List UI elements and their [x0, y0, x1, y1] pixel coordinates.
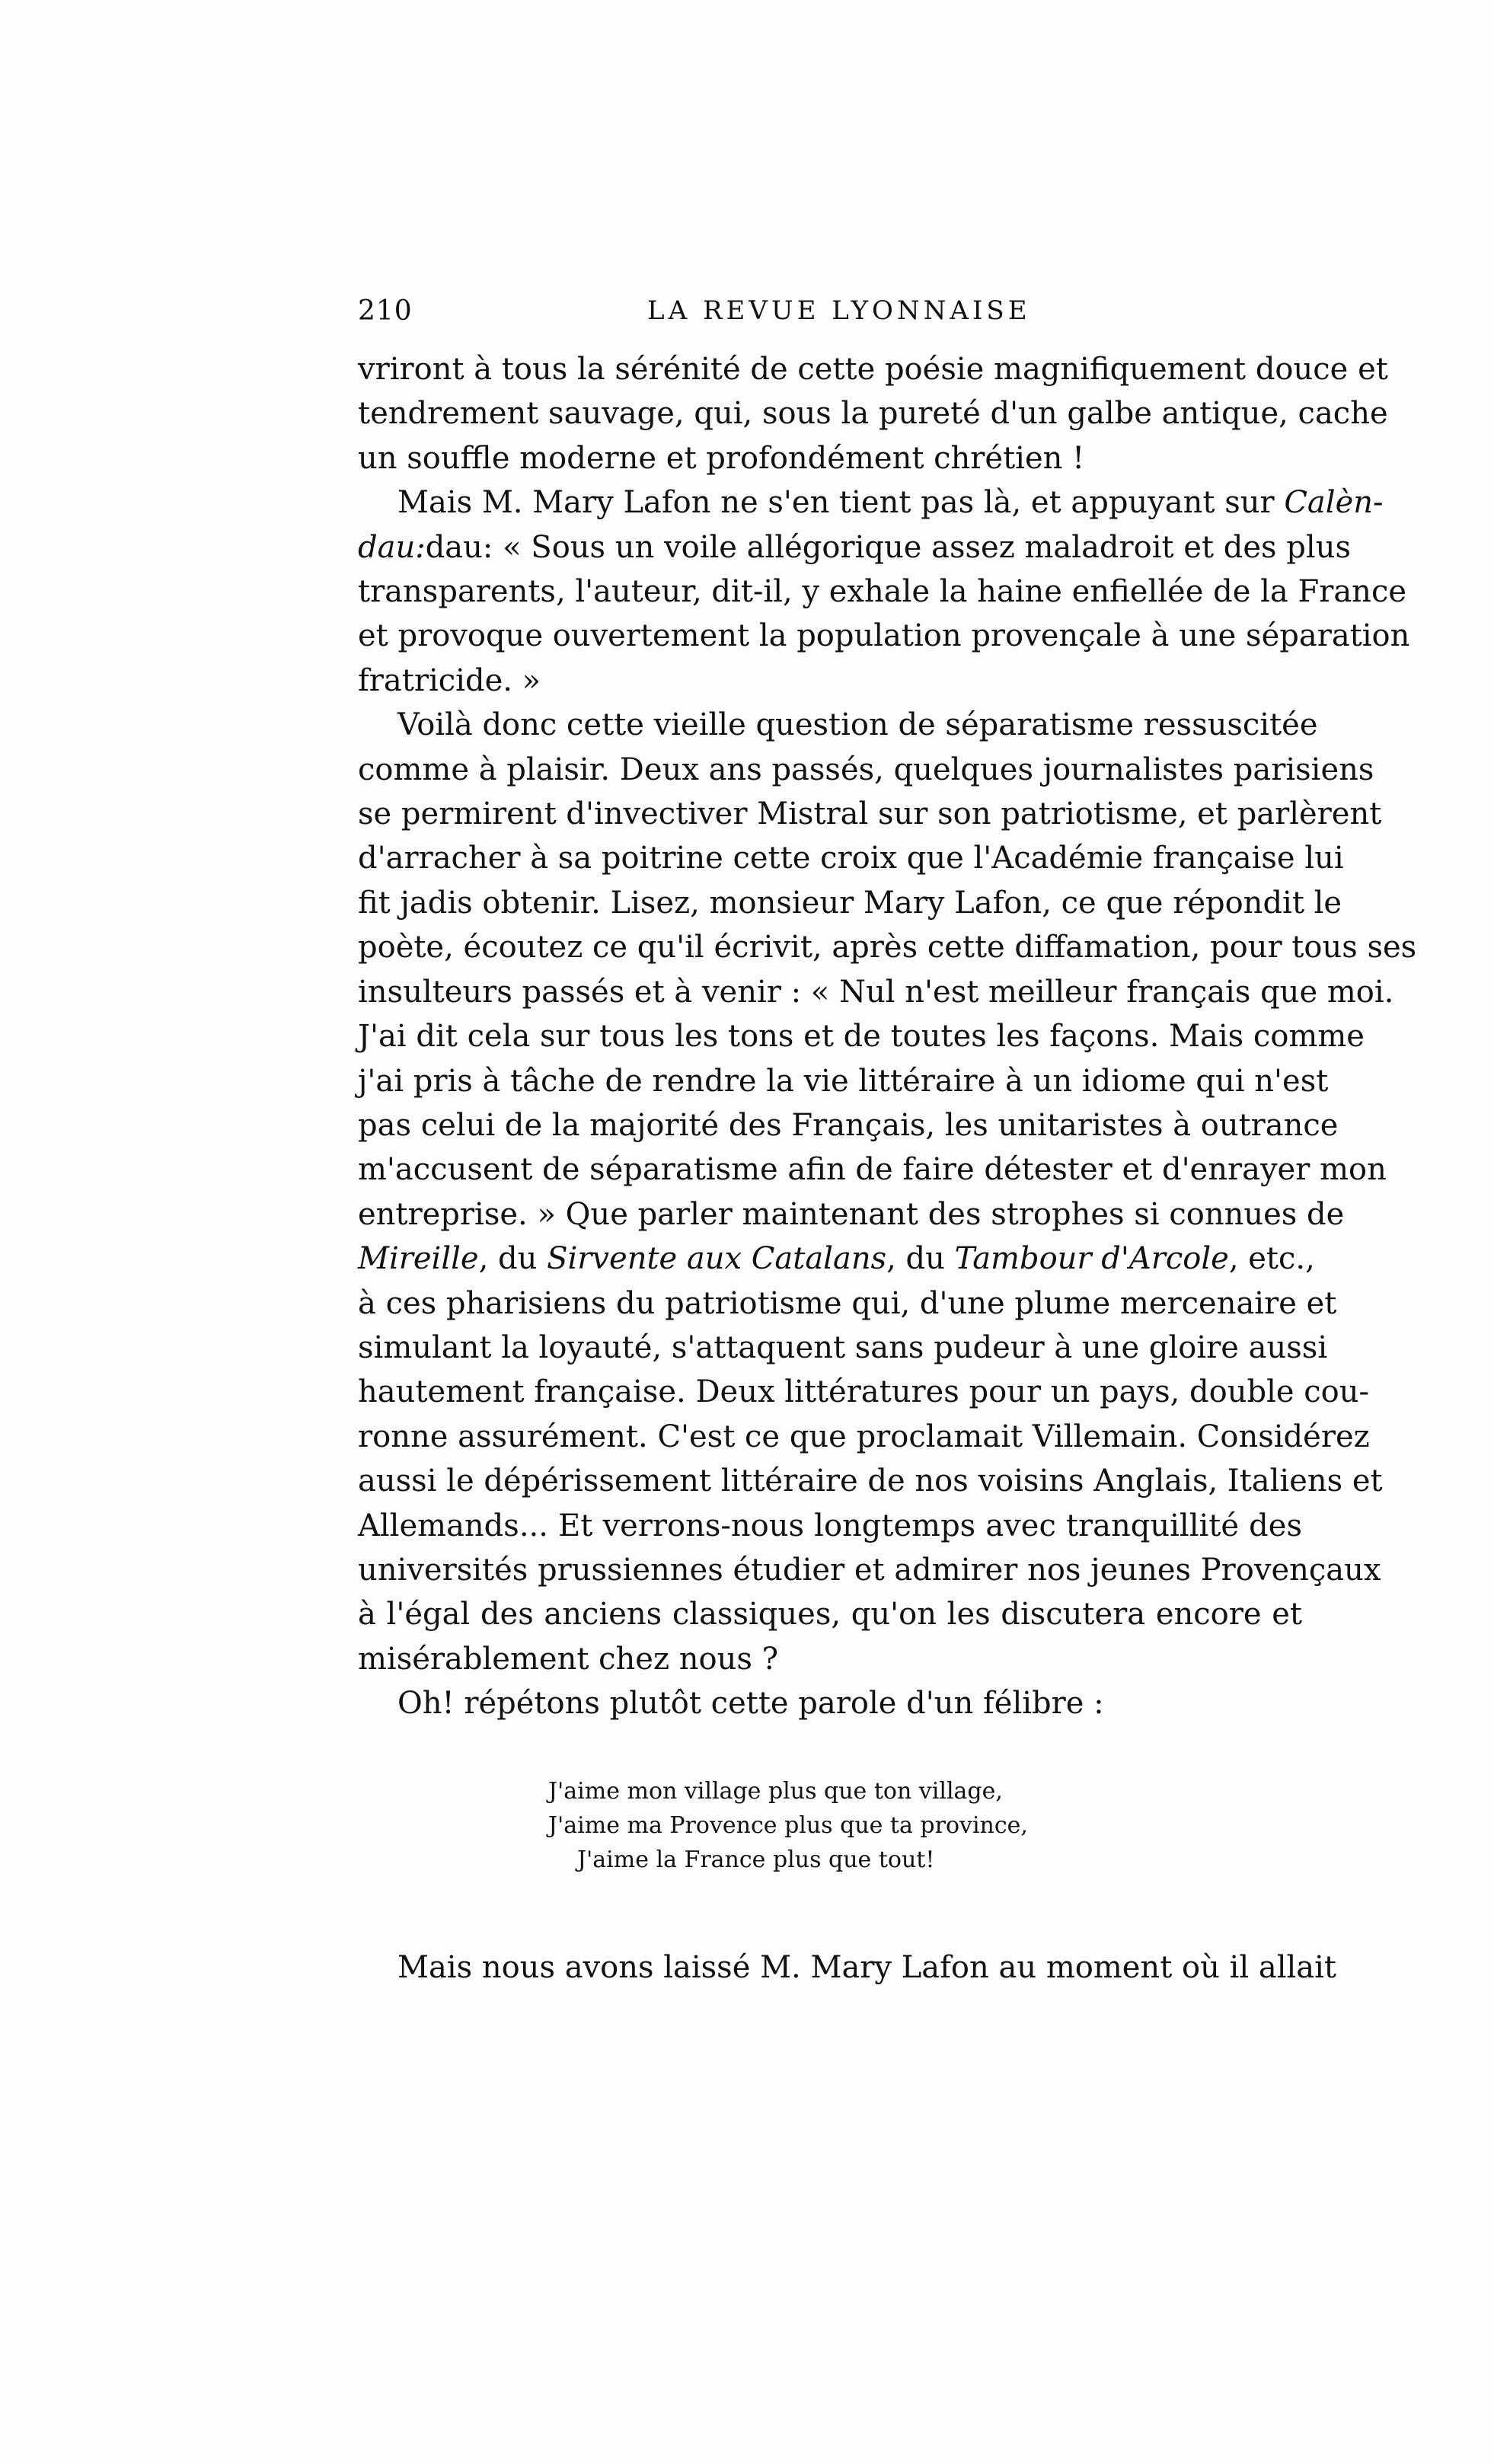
- text-line: à l'égal des anciens classiques, qu'on les discutera encore et: [358, 1597, 1302, 1633]
- text-line: entreprise. » Que parler maintenant des strophes si connues de: [358, 1196, 1345, 1232]
- text-line: poète, écoutez ce qu'il écrivit, après cette diffamation, pour tous ses: [358, 930, 1417, 965]
- italic-title: dau:: [358, 529, 426, 565]
- text-line: et provoque ouvertement la population provençale à une séparation: [358, 618, 1410, 654]
- text-line: ronne assurément. C'est ce que proclamait Villemain. Considérez: [358, 1419, 1370, 1454]
- text-line: j'ai pris à tâche de rendre la vie littéraire à un idiome qui n'est: [358, 1063, 1329, 1099]
- text-line: pas celui de la majorité des Français, les unitaristes à outrance: [358, 1107, 1339, 1143]
- paragraph-4: [358, 1681, 1302, 1725]
- page-number: 210: [358, 295, 413, 327]
- text-line: hautement française. Deux littératures pour un pays, double cou-: [358, 1374, 1370, 1410]
- paragraph-2: [358, 480, 1410, 703]
- text-line: comme à plaisir. Deux ans passés, quelques journalistes parisiens: [358, 752, 1374, 787]
- text-line: simulant la loyauté, s'attaquent sans pudeur à une gloire aussi: [358, 1329, 1328, 1365]
- italic-title: Sirvente aux Catalans: [547, 1241, 887, 1277]
- journal-title: LA REVUE LYONNAISE: [647, 295, 1031, 326]
- verse-line: J'aime la France plus que tout!: [577, 1846, 935, 1873]
- text-line: universités prussiennes étudier et admirer nos jeunes Provençaux: [358, 1552, 1381, 1588]
- verse-line: J'aime mon village plus que ton village,: [548, 1778, 1003, 1805]
- text-line: insulteurs passés et à venir : « Nul n'est meilleur français que moi.: [358, 974, 1394, 1010]
- text-line: dau:dau: « Sous un voile allégorique assez maladroit et des plus: [358, 529, 1351, 565]
- text-line: Mais M. Mary Lafon ne s'en tient pas là, et appuyant sur Calèn-: [397, 485, 1384, 521]
- text-line: Oh! répétons plutôt cette parole d'un félibre :: [397, 1686, 1104, 1722]
- text-line: Allemands... Et verrons-nous longtemps avec tranquillité des: [358, 1508, 1302, 1543]
- text-line: d'arracher à sa poitrine cette croix que l'Académie française lui: [358, 841, 1344, 876]
- text-line: Voilà donc cette vieille question de séparatisme ressuscitée: [397, 707, 1318, 743]
- italic-title: Mireille: [358, 1241, 479, 1277]
- text-line: misérablement chez nous ?: [358, 1641, 779, 1677]
- paragraph-3: [358, 703, 1417, 1681]
- text-line-italic-titles: Mireille, du Sirvente aux Catalans, du Tambour d'Arcole, etc.,: [358, 1241, 1315, 1277]
- text-line: un souffle moderne et profondément chrétien !: [358, 440, 1085, 476]
- text-line: se permirent d'invectiver Mistral sur son patriotisme, et parlèrent: [358, 796, 1382, 832]
- text-line: fit jadis obtenir. Lisez, monsieur Mary Lafon, ce que répondit le: [358, 885, 1342, 921]
- text-line: tendrement sauvage, qui, sous la pureté d'un galbe antique, cache: [358, 396, 1388, 432]
- closing-line: Mais nous avons laissé M. Mary Lafon au moment où il allait: [397, 1950, 1336, 1985]
- body-text: [358, 347, 1417, 1726]
- text-line: aussi le dépérissement littéraire de nos voisins Anglais, Italiens et: [358, 1463, 1383, 1499]
- italic-title: Tambour d'Arcole: [954, 1241, 1229, 1277]
- text-line: J'ai dit cela sur tous les tons et de toutes les façons. Mais comme: [358, 1019, 1365, 1055]
- running-head: [358, 295, 1302, 341]
- text-line: fratricide. »: [358, 662, 541, 698]
- italic-title: Calèn-: [1284, 485, 1384, 521]
- text-line: vriront à tous la sérénité de cette poésie magnifiquement douce et: [358, 352, 1388, 387]
- paragraph-1: [358, 347, 1388, 480]
- verse-quotation: [548, 1774, 1028, 1877]
- text-line: à ces pharisiens du patriotisme qui, d'une plume mercenaire et: [358, 1285, 1337, 1321]
- verse-line: J'aime ma Provence plus que ta province,: [548, 1812, 1028, 1839]
- text-line: transparents, l'auteur, dit-il, y exhale la haine enfiellée de la France: [358, 574, 1407, 610]
- text-line: m'accusent de séparatisme afin de faire détester et d'enrayer mon: [358, 1152, 1387, 1188]
